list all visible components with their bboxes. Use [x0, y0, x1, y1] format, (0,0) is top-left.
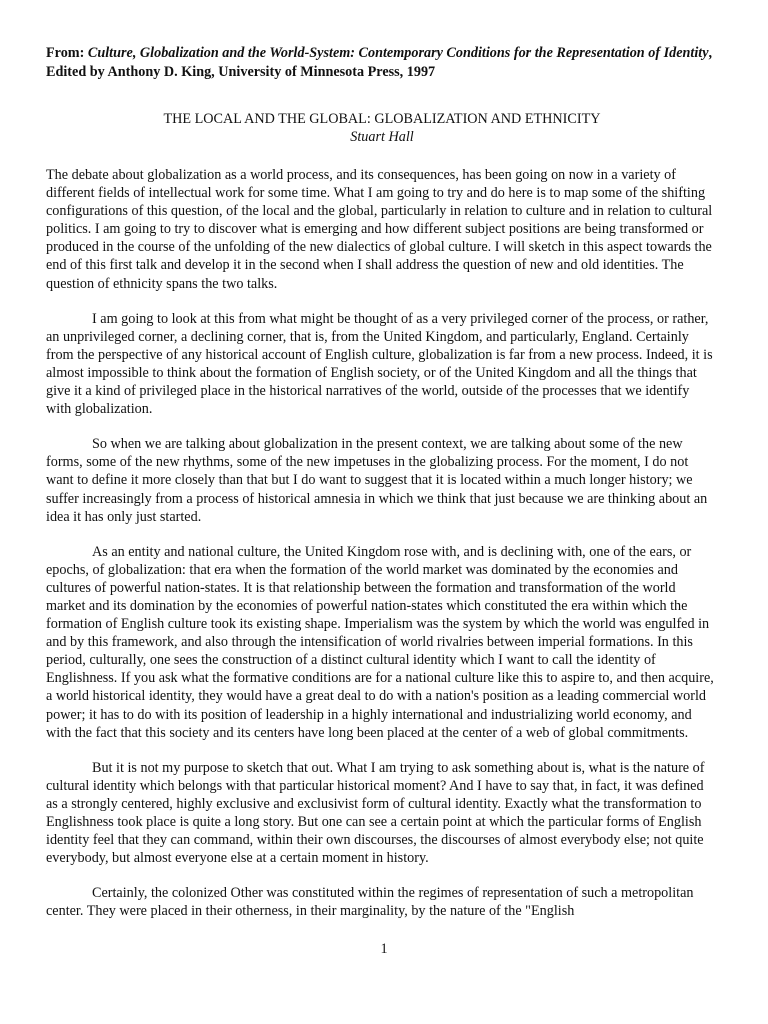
paragraph-2: I am going to look at this from what might be thought of as a very privileged corner of the process, or rather, an unprivileged corner, a declining corner, that is, from the United Kingdom, and particularly, England. Certainly from the perspective of any historical account of English culture, globalization is far from a new process. Indeed, it is almost impossible to think about the formation of English society, or of the United Kingdom and all the things that give it a kind of privileged place in the historical narratives of the world, outside of the processes that we identify with globalization.	[46, 310, 713, 418]
article-author: Stuart Hall	[350, 129, 414, 145]
source-citation	[46, 44, 718, 82]
source-editor-info: , Edited by Anthony D. King, University of Minnesota Press, 1997	[46, 45, 713, 80]
page-number: 1	[380, 941, 388, 957]
paragraph-5: But it is not my purpose to sketch that out. What I am trying to ask something about is, what is the nature of cultural identity which belongs with that particular historical moment? And I have to say that, in fact, it was defined as a strongly centered, highly exclusive and exclusivist form of cultural identity. Exactly what the transformation to Englishness took place is quite a long story. But one can see a certain point at which the particular forms of English identity feel that they can command, within their own discourses, the discourses of almost everybody else; not quite everybody, but almost everyone else at a certain moment in history.	[46, 759, 705, 867]
source-book-title: Culture, Globalization and the World-System: Contemporary Conditions for the Representation of Identity	[87, 45, 709, 61]
document-page	[46, 44, 718, 937]
paragraph-3: So when we are talking about globalization in the present context, we are talking about some of the new forms, some of the new rhythms, some of the new impetuses in the globalizing process. For the moment, I do not want to define it more closely than that but I do want to suggest that it is located within a much longer history; we suffer increasingly from a process of historical amnesia in which we think that just because we are thinking about an idea it has only just started.	[46, 436, 708, 525]
article-title: THE LOCAL AND THE GLOBAL: GLOBALIZATION AND ETHNICITY	[163, 111, 601, 127]
paragraph-1: The debate about globalization as a world process, and its consequences, has been going on now in a variety of different fields of intellectual work for some time. What I am going to try and do here is to map some of the shifting configurations of this question, of the local and the global, particularly in relation to culture and in relation to cultural politics. I am going to try to discover what is emerging and how different subject positions are being transformed or produced in the course of the unfolding of the new dialectics of global culture. I will sketch in this aspect towards the end of this first talk and develop it in the second when I shall address the question of new and old identities. The question of ethnicity spans the two talks.	[46, 167, 713, 292]
source-from-label: From:	[46, 45, 88, 61]
article-heading	[46, 110, 718, 146]
paragraph-6: Certainly, the colonized Other was constituted within the regimes of representation of such a metropolitan center. They were placed in their otherness, in their marginality, by the nature of the "English	[46, 885, 694, 920]
paragraph-4: As an entity and national culture, the United Kingdom rose with, and is declining with, one of the ears, or epochs, of globalization: that era when the formation of the world market was dominated by the economies and cultures of powerful nation-states. It is that relationship between the formation and transformation of the world market and its domination by the economies of powerful nation-states which constituted the era within which the formation of English culture took its existing shape. Imperialism was the system by which the world was engulfed in and by this framework, and also through the intensification of world rivalries between imperial formations. In this period, culturally, one sees the construction of a distinct cultural identity which I want to call the identity of Englishness. If you ask what the formative conditions are for a national culture like this to aspire to, and then acquire, a world historical identity, they would have a great deal to do with a nation's position as a leading commercial world power; it has to do with its position of leadership in a highly international and industrializing world economy, and with the fact that this society and its centers have long been placed at the center of a web of global commitments.	[46, 543, 714, 741]
